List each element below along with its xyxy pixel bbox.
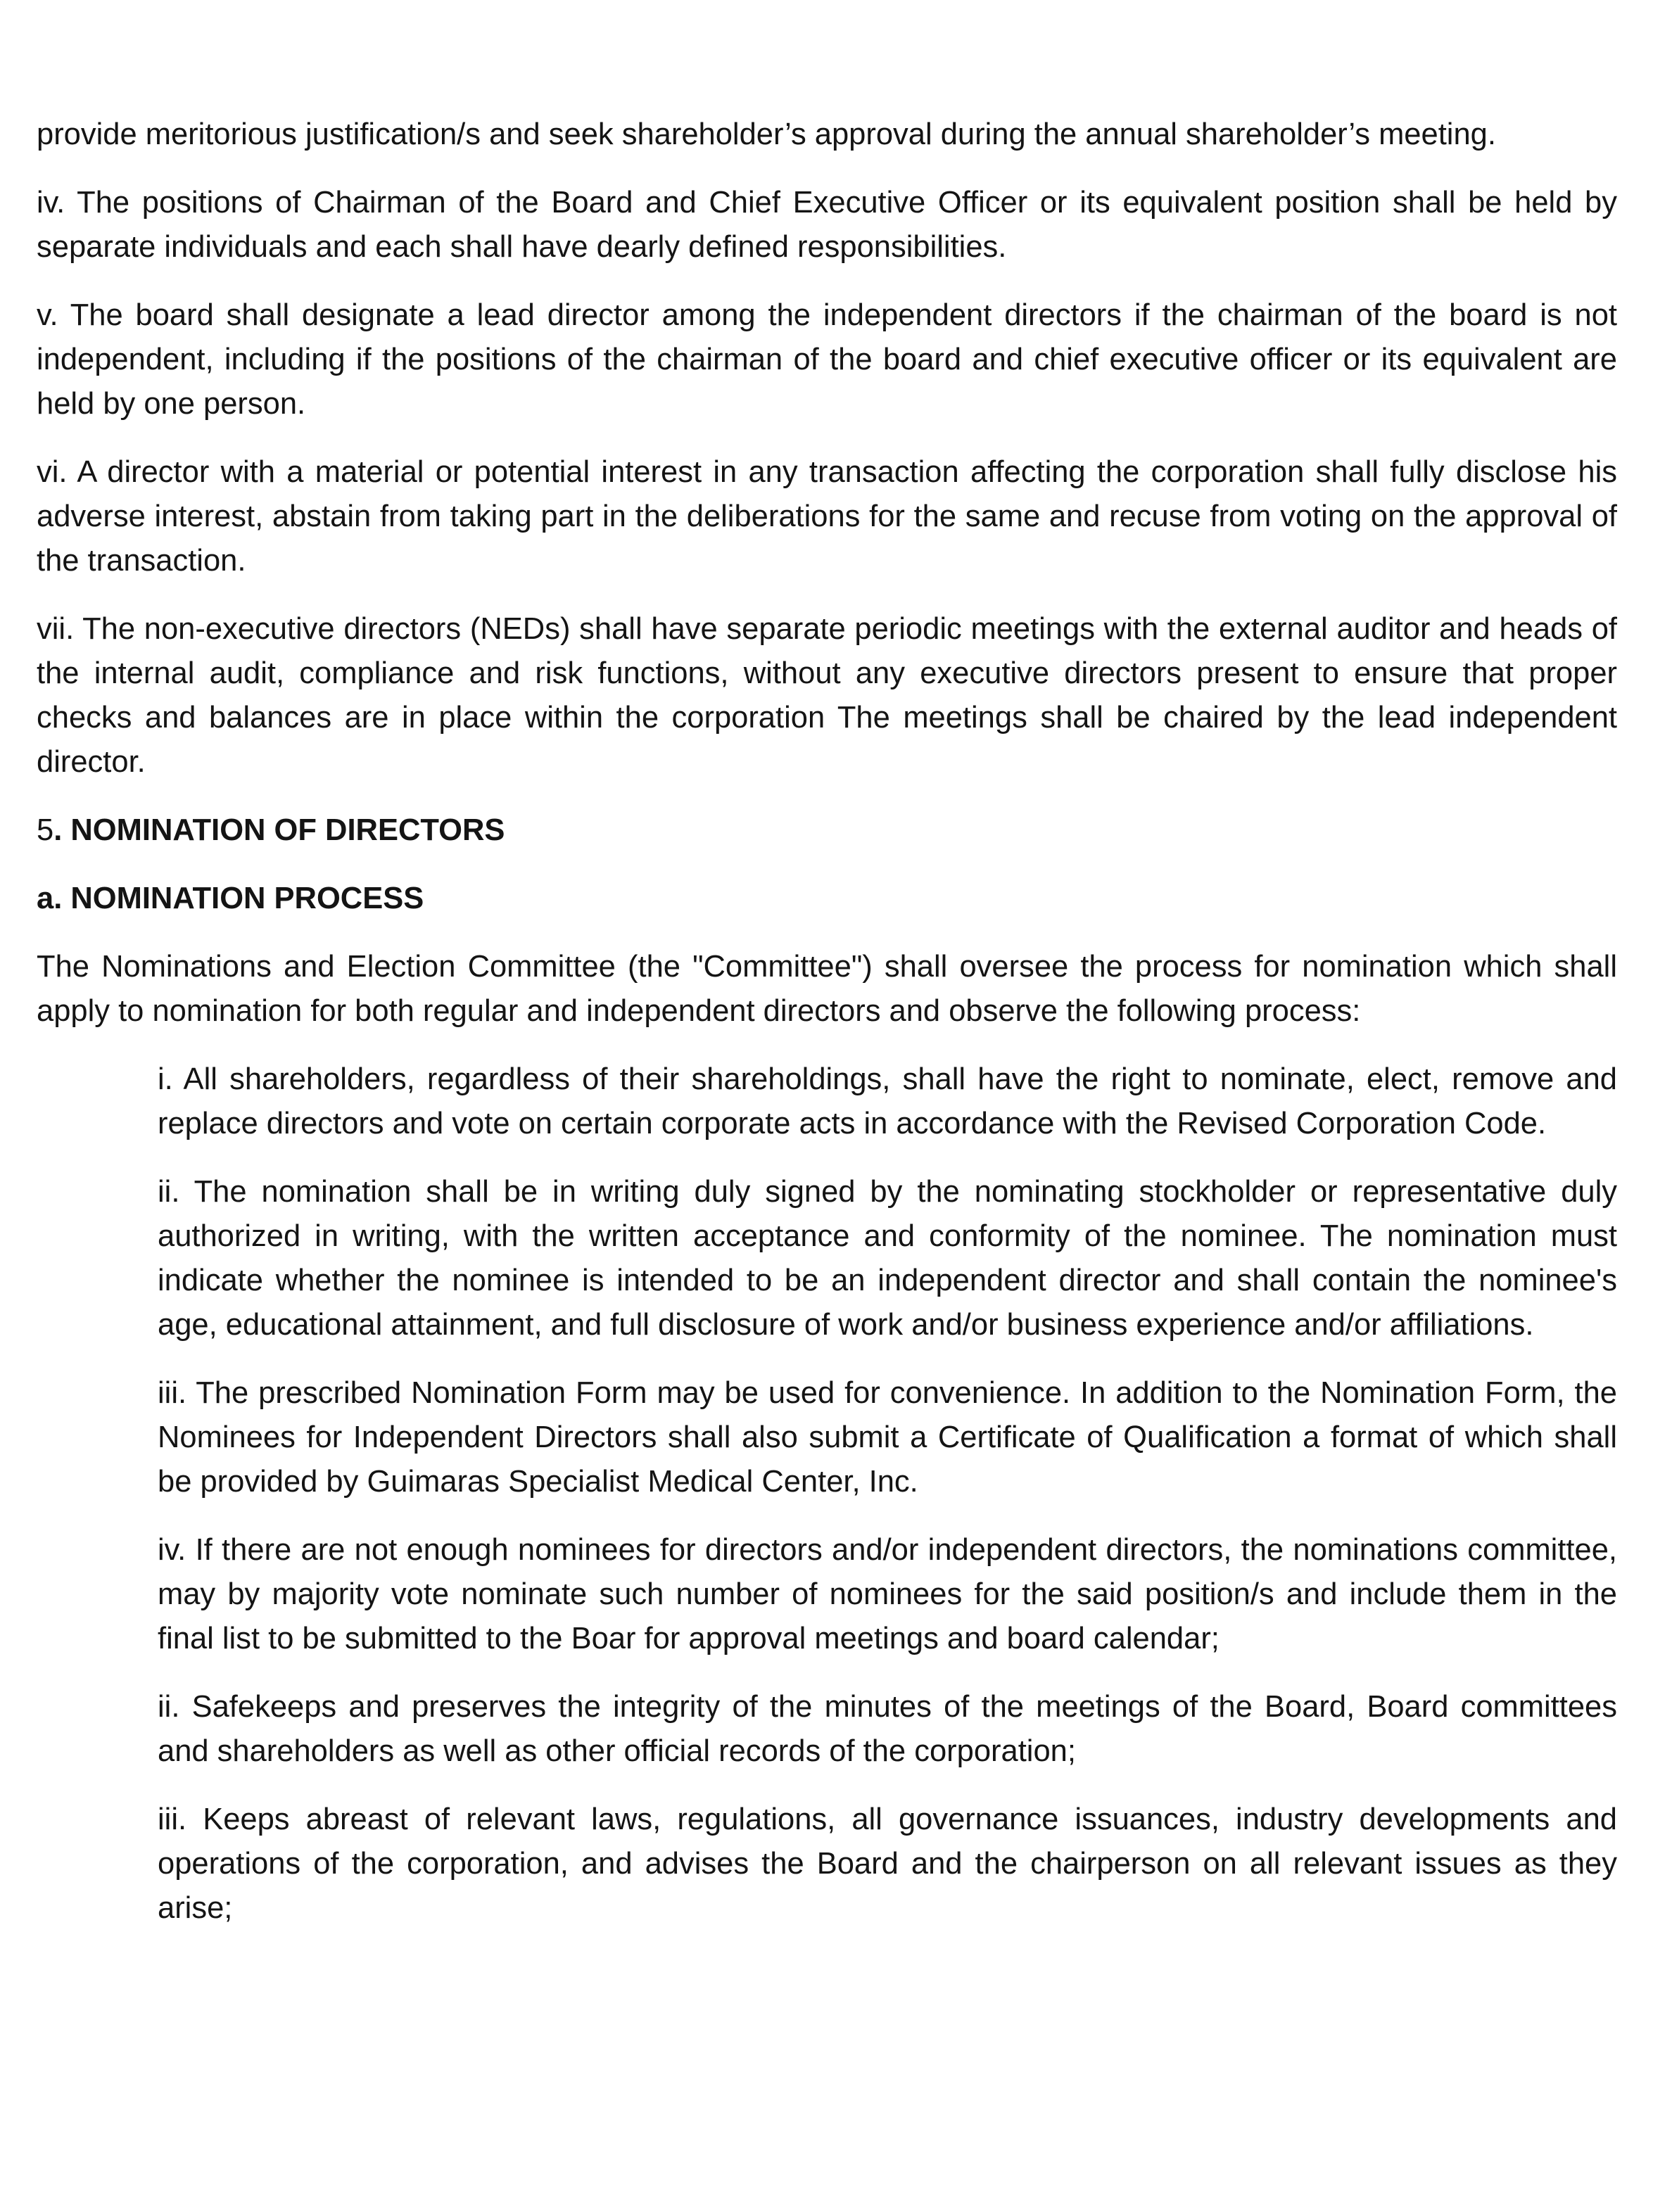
subsection-heading-nomination-process [37, 877, 1617, 921]
section-heading-nomination-of-directors [37, 808, 1617, 853]
section-number: 5 [37, 813, 54, 847]
paragraph-justification-continuation: provide meritorious justification/s and seek shareholder’s approval during the annual shareholder’s meeting. [37, 117, 1496, 151]
paragraph-item-vi-material-interest: vi. A director with a material or potential interest in any transaction affecting the corporation shall fully disclose his adverse interest, abstain from taking part in the deliberations for the same and recuse from voting on the approval of the transaction. [37, 455, 1617, 578]
nomination-process-list [158, 1057, 1617, 1931]
paragraph-item-v-lead-director: v. The board shall designate a lead director among the independent directors if the chairman of the board is not independent, including if the positions of the chairman of the board and chief executive officer or its equivalent are held by one person. [37, 298, 1617, 421]
list-item: i. All shareholders, regardless of their shareholdings, shall have the right to nominate, elect, remove and replace directors and vote on certain corporate acts in accordance with the Revised Corporation Code. [158, 1062, 1617, 1140]
document-page [37, 113, 1617, 1954]
list-item: iii. The prescribed Nomination Form may be used for convenience. In addition to the Nomination Form, the Nominees for Independent Directors shall also submit a Certificate of Qualification a format of which shall be provided by Guimaras Specialist Medical Center, Inc. [158, 1376, 1617, 1499]
list-item: ii. Safekeeps and preserves the integrity of the minutes of the meetings of the Board, Board committees and shareholders as well as other official records of the corporation; [158, 1690, 1617, 1768]
paragraph-committee-intro: The Nominations and Election Committee (the "Committee") shall oversee the process for nomination which shall apply to nomination for both regular and independent directors and observe the following process: [37, 950, 1617, 1028]
subsection-title: a. NOMINATION PROCESS [37, 882, 424, 915]
paragraph-item-vii-ned-meetings: vii. The non-executive directors (NEDs) shall have separate periodic meetings with the external auditor and heads of the internal audit, compliance and risk functions, without any executive directors present to ensure that proper checks and balances are in place within the corporation The meetings shall be chaired by the lead independent director. [37, 612, 1617, 779]
list-item: iv. If there are not enough nominees for directors and/or independent directors, the nominations committee, may by majority vote nominate such number of nominees for the said position/s and include them in the final list to be submitted to the Boar for approval meetings and board calendar; [158, 1533, 1617, 1655]
section-title: . NOMINATION OF DIRECTORS [53, 813, 505, 847]
list-item: ii. The nomination shall be in writing duly signed by the nominating stockholder or representative duly authorized in writing, with the written acceptance and conformity of the nominee. The nomination must indicate whether the nominee is intended to be an independent director and shall contain the nominee's age, educational attainment, and full disclosure of work and/or business experience and/or affiliations. [158, 1175, 1617, 1342]
paragraph-item-iv-chairman-ceo: iv. The positions of Chairman of the Board and Chief Executive Officer or its equivalent position shall be held by separate individuals and each shall have dearly defined responsibilities. [37, 186, 1617, 264]
list-item: iii. Keeps abreast of relevant laws, regulations, all governance issuances, industry developments and operations of the corporation, and advises the Board and the chairperson on all relevant issues as they arise; [158, 1803, 1617, 1925]
